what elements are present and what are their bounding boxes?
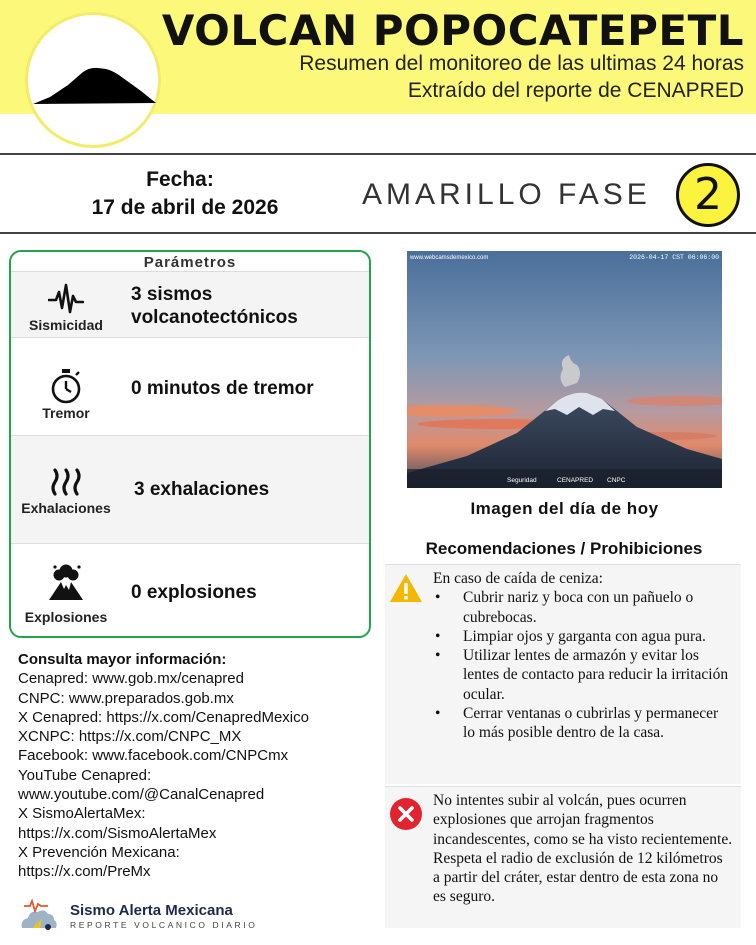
webcam-watermark: www.webcamsdemexico.com <box>410 255 489 261</box>
volcano-eruption-icon <box>16 562 116 607</box>
prohibition-text: No intentes subir al volcán, pues ocurren explosiones que arrojan fragmentos incandescentes, como se ha visto recientemente. Respeta el radio de exclusión de 12 kilómetros a partir del cráter, estar dentro de esta zona no es seguro. <box>433 792 733 906</box>
brand-name: Sismo Alerta Mexicana <box>70 902 233 919</box>
link-x-sismoalerta-label: X SismoAlertaMex: <box>18 805 146 823</box>
logo-cnpc: CNPC <box>607 477 626 484</box>
prohibition-box <box>385 786 741 928</box>
parameters-title: Parámetros <box>143 254 237 271</box>
parameters-panel <box>9 250 371 638</box>
ash-fall-text <box>433 569 733 743</box>
parameter-label: Tremor <box>42 405 90 421</box>
link-youtube[interactable]: www.youtube.com/@CanalCenapred <box>18 786 265 804</box>
more-info-section <box>18 650 358 882</box>
link-x-prevencion[interactable]: https://x.com/PreMx <box>18 863 151 881</box>
parameter-row-exhalaciones <box>11 435 369 543</box>
volcano-webcam-image <box>407 251 722 488</box>
link-youtube-label: YouTube Cenapred: <box>18 766 152 784</box>
sismo-alerta-logo-icon <box>18 898 64 932</box>
image-caption: Imagen del día de hoy <box>470 499 659 518</box>
parameter-label: Sismicidad <box>29 317 103 333</box>
brand-footer <box>18 898 258 937</box>
parameter-value: 0 explosiones <box>131 582 257 603</box>
recommendation-item: • Cubrir nariz y boca con un pañuelo o cubrebocas. <box>435 589 694 626</box>
seismograph-icon <box>16 282 116 321</box>
parameter-label: Exhalaciones <box>21 500 111 516</box>
parameter-value: 3 exhalaciones <box>134 479 270 500</box>
link-facebook[interactable]: Facebook: www.facebook.com/CNPCmx <box>18 747 289 765</box>
ash-fall-intro: En caso de caída de ceniza: <box>433 570 603 587</box>
alert-phase-number: 2 <box>676 163 740 227</box>
divider-top <box>0 153 756 155</box>
recommendation-item: • Cerrar ventanas o cubrirlas y permanecer lo más posible dentro de la casa. <box>435 705 719 742</box>
parameter-value: 0 minutos de tremor <box>131 378 314 399</box>
date-value: 17 de abril de 2026 <box>91 196 279 219</box>
stopwatch-icon <box>16 368 116 409</box>
link-x-prevencion-label: X Prevención Mexicana: <box>18 843 180 861</box>
link-cnpc[interactable]: CNPC: www.preparados.gob.mx <box>18 689 234 707</box>
link-x-cnpc[interactable]: XCNPC: https://x.com/CNPC_MX <box>18 728 242 746</box>
link-x-sismoalerta[interactable]: https://x.com/SismoAlertaMex <box>18 824 217 842</box>
divider-bottom <box>0 232 756 234</box>
parameter-value: 3 sismos volcanotectónicos <box>131 284 298 328</box>
link-cenapred[interactable]: Cenapred: www.gob.mx/cenapred <box>18 670 244 688</box>
recommendations-title: Recomendaciones / Prohibiciones <box>425 539 703 558</box>
ash-fall-recommendations <box>385 564 741 784</box>
brand-tagline: REPORTE VOLCANICO DIARIO <box>70 920 258 930</box>
link-x-cenapred[interactable]: X Cenapred: https://x.com/CenapredMexico <box>18 708 309 726</box>
recommendation-item: • Limpiar ojos y garganta con agua pura. <box>435 627 706 645</box>
recommendation-item: • Utilizar lentes de armazón y evitar los lentes de contacto para reducir la irritación ocular. <box>435 647 729 703</box>
logo-seguridad: Seguridad <box>507 477 537 484</box>
prohibited-x-icon <box>389 797 423 831</box>
parameter-row-tremor <box>11 337 369 435</box>
date-label: Fecha: <box>146 168 214 191</box>
parameter-label: Explosiones <box>24 609 108 625</box>
parameter-row-sismicidad <box>11 271 369 337</box>
parameter-row-explosiones <box>11 543 369 638</box>
volcano-silhouette-icon <box>28 15 158 145</box>
volcano-logo <box>25 12 161 148</box>
page-title: VOLCAN POPOCATEPETL <box>161 6 744 55</box>
warning-triangle-icon <box>389 573 423 603</box>
page-subtitle: Resumen del monitoreo de las ultimas 24 horas <box>299 52 744 75</box>
webcam-timestamp: 2026-04-17 CST 06:06:00 <box>629 254 719 261</box>
steam-icon <box>16 468 116 501</box>
logo-cenapred: CENAPRED <box>557 477 594 484</box>
page-source: Extraído del reporte de CENAPRED <box>407 79 744 102</box>
alert-phase-label: AMARILLO FASE <box>362 178 651 211</box>
more-info-heading: Consulta mayor información: <box>18 651 227 668</box>
